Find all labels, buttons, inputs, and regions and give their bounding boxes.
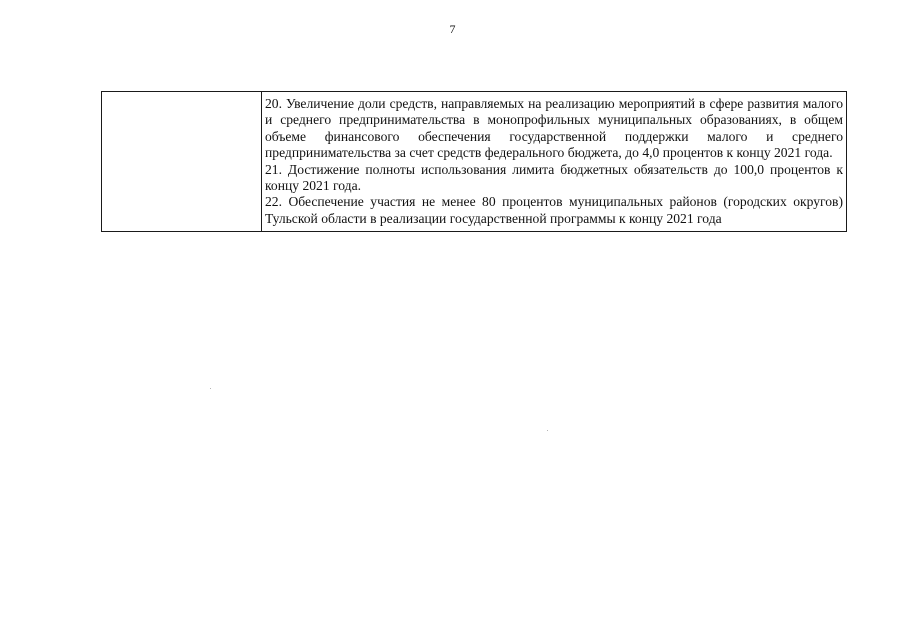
- table-cell-empty: [102, 92, 262, 232]
- scan-speck: [210, 388, 211, 389]
- table-cell-indicators: [262, 92, 847, 232]
- page-number: 7: [449, 22, 456, 36]
- indicator-item-20: 20. Увеличение доли средств, направляемых на реализацию мероприятий в сфере развития малого и среднего предпринимательства в монопрофильных муниципальных образованиях, в общем объеме финансового обеспечения государственной поддержки малого и среднего предпринимательства за счет средств федерального бюджета, до 4,0 процентов к концу 2021 года.: [265, 96, 843, 161]
- indicators-table: [101, 91, 847, 232]
- indicator-item-21: 21. Достижение полноты использования лимита бюджетных обязательств до 100,0 процентов к концу 2021 года.: [265, 161, 843, 194]
- scan-speck: [547, 430, 548, 431]
- table-row: [102, 92, 847, 232]
- indicators-list: [262, 92, 846, 231]
- indicator-item-22: 22. Обеспечение участия не менее 80 процентов муниципальных районов (городских округов) Тульской области в реализации государственной программы к концу 2021 года: [265, 194, 843, 226]
